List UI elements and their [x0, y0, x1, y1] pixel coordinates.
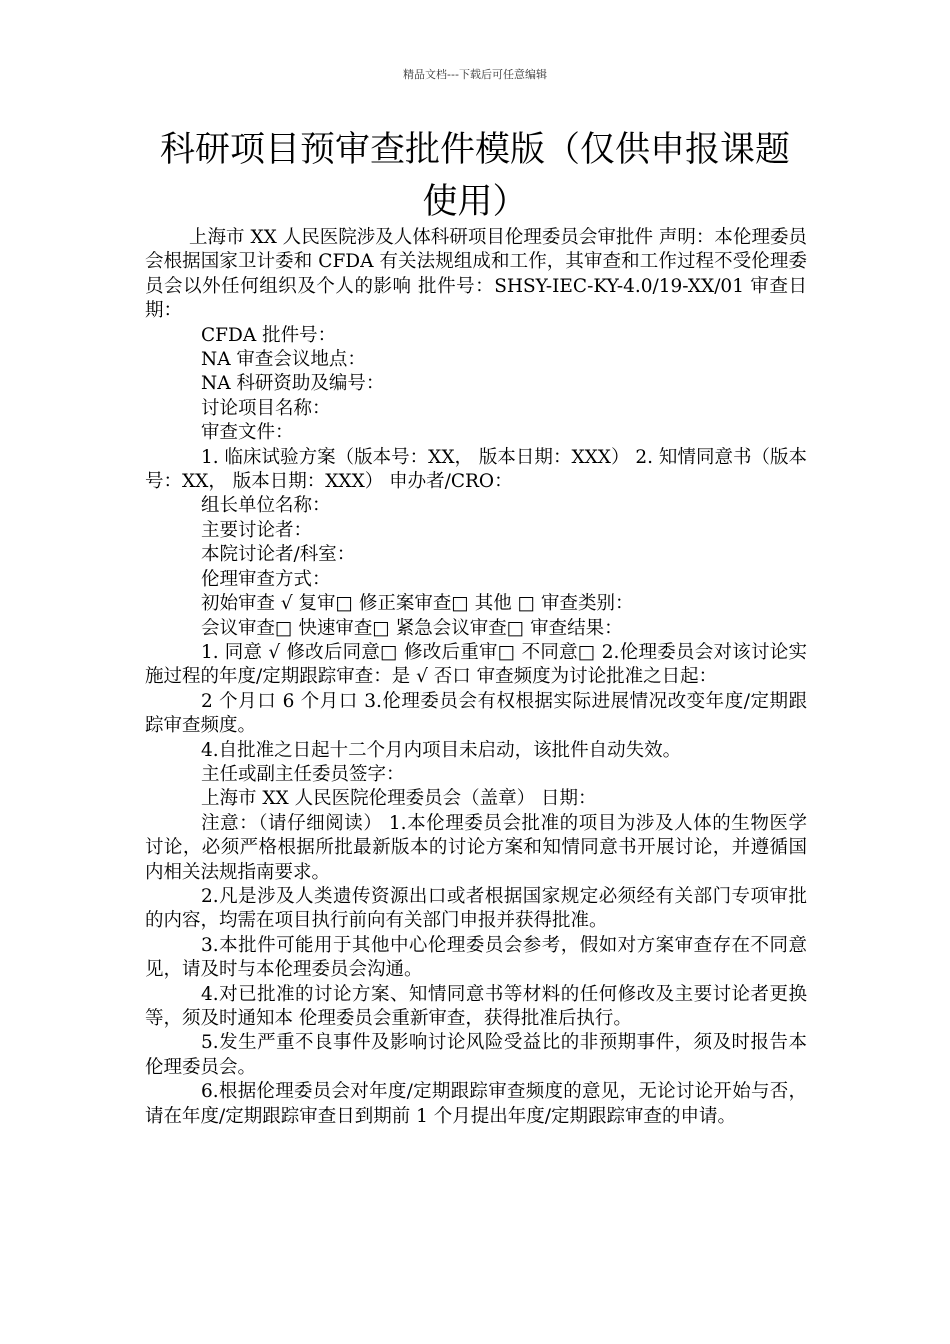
body-paragraph: 讨论项目名称： [201, 397, 331, 419]
body-paragraph: 3.本批件可能用于其他中心伦理委员会参考，假如对方案审查存在不同意见，请及时与本伦理委员会沟通。 [145, 934, 807, 981]
document-body [145, 226, 807, 1129]
body-paragraph: 上海市 XX 人民医院伦理委员会（盖章） 日期： [201, 788, 597, 810]
body-paragraph: 主任或副主任委员签字： [201, 763, 405, 785]
body-paragraph: NA 审查会议地点： [201, 349, 366, 371]
body-paragraph: NA 科研资助及编号： [201, 373, 385, 395]
body-paragraph: 6.根据伦理委员会对年度/定期跟踪审查频度的意见，无论讨论开始与否，请在年度/定期跟踪审查日到期前 1 个月提出年度/定期跟踪审查的申请。 [145, 1081, 807, 1127]
body-paragraph: 主要讨论者： [201, 519, 313, 541]
body-paragraph: 本院讨论者/科室： [201, 544, 356, 566]
body-paragraph: 注意：（请仔细阅读） 1.本伦理委员会批准的项目为涉及人体的生物医学讨论，必须严格根据所批最新版本的讨论方案和知情同意书开展讨论，并遵循国内相关法规指南要求。 [145, 812, 807, 883]
body-paragraph: 初始审查 √ 复审□ 修正案审查□ 其他 □ 审查类别： [201, 593, 634, 615]
body-paragraph: 审查文件： [201, 422, 294, 444]
body-paragraph: 组长单位名称： [201, 495, 331, 517]
body-paragraph: 会议审查□ 快速审查□ 紧急会议审查□ 审查结果： [201, 617, 623, 639]
body-paragraph: 1. 临床试验方案（版本号：XX， 版本日期：XXX） 2. 知情同意书（版本号：XX， 版本日期：XXX） 申办者/CRO： [145, 446, 807, 493]
body-paragraph: 4.对已批准的讨论方案、知情同意书等材料的任何修改及主要讨论者更换等，须及时通知本 伦理委员会重新审查，获得批准后执行。 [145, 983, 807, 1029]
page-header: 精品文档---下载后可任意编辑 [403, 68, 547, 81]
body-paragraph: 5.发生严重不良事件及影响讨论风险受益比的非预期事件，须及时报告本伦理委员会。 [145, 1032, 807, 1078]
body-paragraph: 2.凡是涉及人类遗传资源出口或者根据国家规定必须经有关部门专项审批的内容，均需在项目执行前向有关部门申报并获得批准。 [145, 885, 807, 932]
body-paragraph: 1. 同意 √ 修改后同意□ 修改后重审□ 不同意□ 2.伦理委员会对该讨论实施过程的年度/定期跟踪审查：是 √ 否口 审查频度为讨论批准之日起： [145, 641, 807, 688]
body-paragraph: 4.自批准之日起十二个月内项目未启动，该批件自动失效。 [201, 739, 682, 761]
body-paragraph: 2 个月口 6 个月口 3.伦理委员会有权根据实际进展情况改变年度/定期跟踪审查频度。 [145, 690, 807, 737]
body-paragraph: CFDA 批件号： [201, 324, 337, 346]
document-title: 科研项目预审查批件模版（仅供申报课题使用） [159, 130, 790, 222]
body-paragraph: 上海市 XX 人民医院涉及人体科研项目伦理委员会审批件 声明：本伦理委员会根据国家卫计委和 CFDA 有关法规组成和工作，其审查和工作过程不受伦理委员会以外任何组织及个人的影响 批件号：SHSY-IEC-KY-4.0/19-XX/01 审查日期： [145, 227, 807, 322]
body-paragraph: 伦理审查方式： [201, 568, 331, 590]
